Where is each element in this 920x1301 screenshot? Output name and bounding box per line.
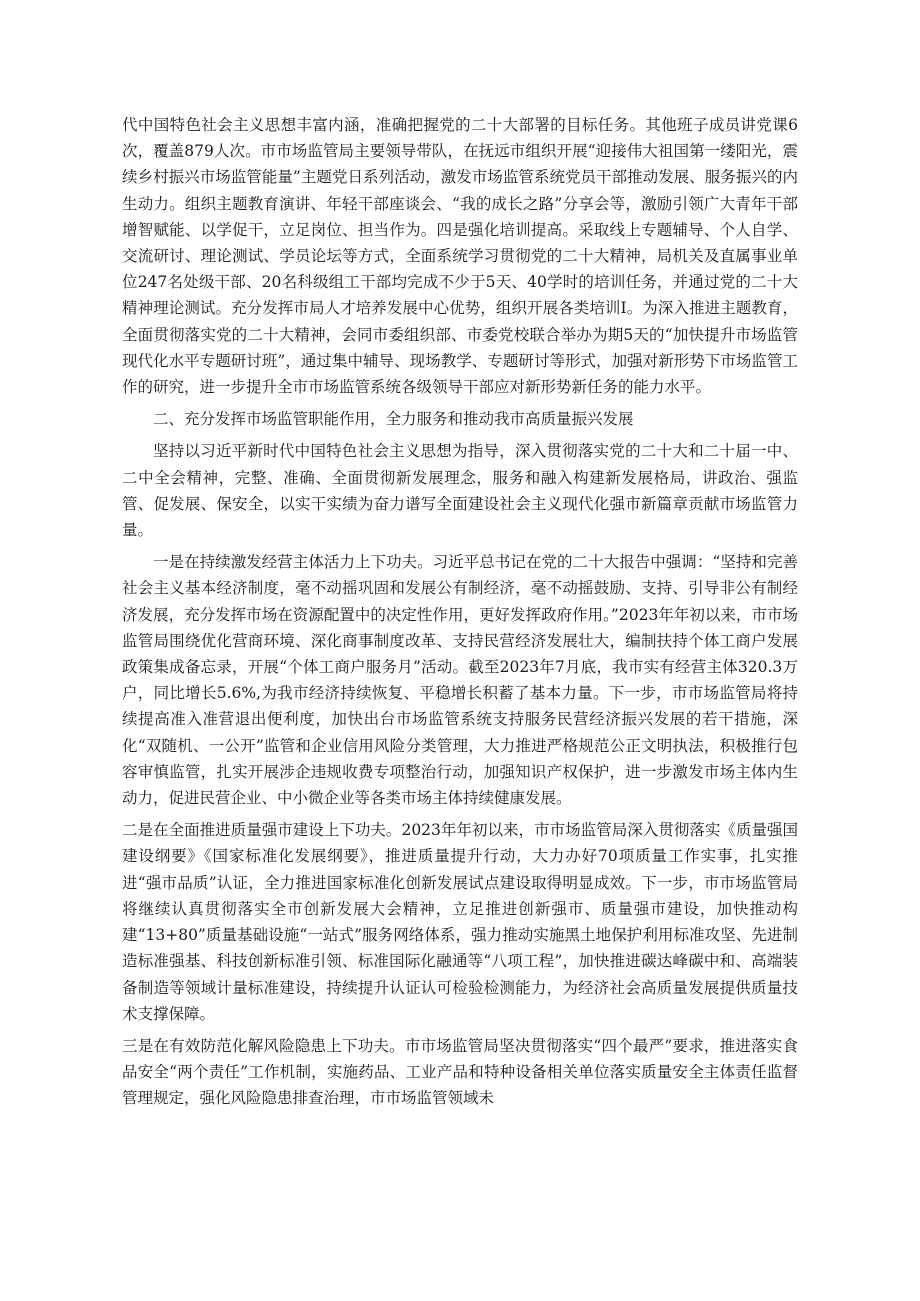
paragraph-quality-city: 二是在全面推进质量强市建设上下功夫。2023年年初以来，市市场监管局深入贯彻落实《质量强国建设纲要》《国家标准化发展纲要》，推进质量提升行动，大力办好70项质量工作实事，扎实推进“强市品质”认证，全力推进国家标准化创新发展试点建设取得明显成效。下一步，市市场监管局将继续认真贯彻落实全市创新发展大会精神，立足推进创新强市、质量强市建设，加快推动构建“13+80”质量基础设施“一站式”服务网络体系，强力推动实施黑土地保护利用标准攻坚、先进制造标准强基、科技创新标准引领、标准国际化融通等“八项工程”，加快推进碳达峰碳中和、高端装备制造等领域计量标准建设，持续提升认证认可检验检测能力，为经济社会高质量发展提供质量技术支撑保障。 [122, 821, 798, 1023]
paragraph-business-vitality: 一是在持续激发经营主体活力上下功夫。习近平总书记在党的二十大报告中强调：“坚持和完善社会主义基本经济制度，毫不动摇巩固和发展公有制经济，毫不动摇鼓励、支持、引导非公有制经济发展，充分发挥市场在资源配置中的决定性作用，更好发挥政府作用。”2023年年初以来，市市场监管局围绕优化营商环境、深化商事制度改革、支持民营经济发展壮大，编制扶持个体工商户发展政策集成备忘录，开展“个体工商户服务月”活动。截至2023年7月底，我市实有经营主体320.3万户，同比增长5.6%,为我市经济持续恢复、平稳增长积蓄了基本力量。下一步，市市场监管局将持续提高准入准营退出便利度，加快出台市场监管系统支持服务民营经济振兴发展的若干措施，深化“双随机、一公开”监管和企业信用风险分类管理，大力推进严格规范公正文明执法，积极推行包容审慎监管，扎实开展涉企违规收费专项整治行动，加强知识产权保护，进一步激发市场主体内生动力，促进民营企业、中小微企业等各类市场主体持续健康发展。 [122, 553, 798, 808]
section-heading-two: 二、充分发挥市场监管职能作用，全力服务和推动我市高质量振兴发展 [153, 410, 634, 429]
paragraph-party-education: 代中国特色社会主义思想丰富内涵，准确把握党的二十大部署的目标任务。其他班子成员讲党课6次，覆盖879人次。市市场监管局主要领导带队，在抚远市组织开展“迎接伟大祖国第一缕阳光，震续乡村振兴市场监管能量”主题党日系列活动，激发市场监管系统党员干部推动发展、服务振兴的内生动力。组织主题教育演讲、年轻干部座谈会、“我的成长之路”分享会等，激励引领广大青年干部增智赋能、以学促干，立足岗位、担当作为。四是强化培训提高。采取线上专题辅导、个人自学、交流研讨、理论测试、学员论坛等方式，全面系统学习贯彻党的二十大精神，局机关及直属事业单位247名处级干部、20名科级组工干部均完成不少于5天、40学时的培训任务，并通过党的二十大精神理论测试。充分发挥市局人才培养发展中心优势，组织开展各类培训I。为深入推进主题教育，全面贯彻落实党的二十大精神，会同市委组织部、市委党校联合举办为期5天的“加快提升市场监管现代化水平专题研讨班”，通过集中辅导、现场教学、专题研讨等形式，加强对新形势下市场监管工作的研究，进一步提升全市市场监管系统各级领导干部应对新形势新任务的能力水平。 [122, 116, 798, 397]
document-page [122, 112, 798, 1118]
paragraph-risk-prevention: 三是在有效防范化解风险隐患上下功夫。市市场监管局坚决贯彻落实“四个最严”要求，推进落实食品安全“两个责任”工作机制，实施药品、工业产品和特种设备相关单位落实质量安全主体责任监督管理规定，强化风险隐患排查治理，市市场监管领域未 [122, 1036, 798, 1108]
paragraph-guiding-thought: 坚持以习近平新时代中国特色社会主义思想为指导，深入贯彻落实党的二十大和二十届一中、二中全会精神，完整、准确、全面贯彻新发展理念，服务和融入构建新发展格局，讲政治、强监管、促发展、保安全，以实干实绩为奋力谱写全面建设社会主义现代化强市新篇章贡献市场监管力量。 [122, 442, 798, 540]
